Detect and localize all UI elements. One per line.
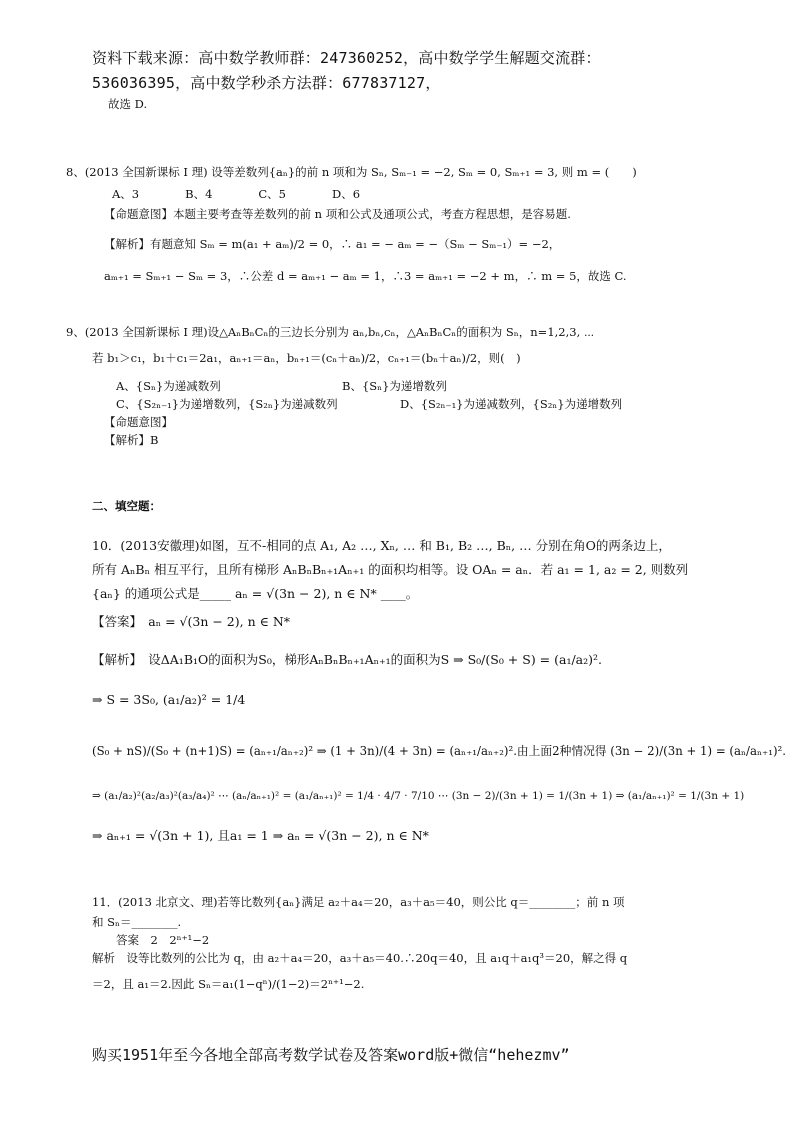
q10-stem-2: 所有 AₙBₙ 相互平行，且所有梯形 AₙBₙBₙ₊₁Aₙ₊₁ 的面积均相等。设 OAₙ = aₙ．若 a₁ = 1, a₂ = 2, 则数列 [92, 562, 689, 577]
footer-ad: 购买1951年至今各地全部高考数学试卷及答案word版+微信“hehezmv” [92, 1046, 570, 1064]
header-line-1: 资料下载来源：高中数学教师群：247360252，高中数学学生解题交流群： [92, 49, 601, 67]
q11-stem-1: 11．(2013 北京文、理)若等比数列{aₙ}满足 a₂＋a₄＝20，a₃＋a₅＝40，则公比 q＝________；前 n 项 [92, 895, 625, 909]
q10-analysis-3: (S₀ + nS)/(S₀ + (n+1)S) = (aₙ₊₁/aₙ₊₂)² ⇒ (1 + 3n)/(4 + 3n) = (aₙ₊₁/aₙ₊₂)².由上面2种情况得 (3n − 2)/(3n + 1) = (aₙ/aₙ₊₁)². [92, 744, 786, 758]
q11-analysis-1: 解析 设等比数列的公比为 q，由 a₂＋a₄＝20，a₃＋a₅＝40.∴20q＝40，且 a₁q＋a₁q³＝20，解之得 q [92, 951, 628, 965]
q9-intent: 【命题意图】 [104, 415, 173, 429]
q9-stem: 9、(2013 全国新课标 Ⅰ 理)设△AₙBₙCₙ的三边长分别为 aₙ,bₙ,cₙ，△AₙBₙCₙ的面积为 Sₙ，n=1,2,3, ⋯ [66, 325, 595, 339]
q8-options: A、3 B、4 C、5 D、6 [112, 187, 361, 201]
q11-stem-2: 和 Sₙ＝________. [92, 915, 182, 929]
q8-stem: 8、(2013 全国新课标 Ⅰ 理) 设等差数列{aₙ}的前 n 项和为 Sₙ, Sₘ₋₁ = −2, Sₘ = 0, Sₘ₊₁ = 3, 则 m = ( ) [66, 165, 637, 179]
q10-stem-1: 10．(2013安徽理)如图，互不-相同的点 A₁, A₂ …, Xₙ, … 和 B₁, B₂ …, Bₙ, … 分别在角O的两条边上， [92, 538, 671, 553]
q11-analysis-2: ＝2，且 a₁＝2.因此 Sₙ＝a₁(1−qⁿ)/(1−2)＝2ⁿ⁺¹−2. [92, 977, 365, 991]
q10-analysis-2: ⇒ S = 3S₀, (a₁/a₂)² = 1/4 [92, 692, 246, 707]
q10-stem-3: {aₙ} 的通项公式是_____ aₙ = √(3n − 2), n ∈ N* ____。 [92, 586, 419, 601]
q9-condition: 若 b₁＞c₁，b₁＋c₁＝2a₁，aₙ₊₁＝aₙ，bₙ₊₁＝(cₙ＋aₙ)/2，cₙ₊₁＝(bₙ＋aₙ)/2，则( ) [92, 351, 521, 365]
q10-analysis-5: ⇒ aₙ₊₁ = √(3n + 1), 且a₁ = 1 ⇒ aₙ = √(3n − 2), n ∈ N* [92, 828, 429, 843]
q9-option-a: A、{Sₙ}为递减数列 [116, 379, 221, 393]
header-line-2: 536036395，高中数学秒杀方法群：677837127， [92, 74, 441, 92]
q8-analysis-2: aₘ₊₁ = Sₘ₊₁ − Sₘ = 3，∴公差 d = aₘ₊₁ − aₘ = 1，∴3 = aₘ₊₁ = −2 + m，∴ m = 5，故选 C. [104, 269, 627, 283]
q10-analysis-1: 【解析】 设ΔA₁B₁O的面积为S₀，梯形AₙBₙBₙ₊₁Aₙ₊₁的面积为S ⇒ S₀/(S₀ + S) = (a₁/a₂)². [92, 652, 602, 667]
q9-option-b: B、{Sₙ}为递增数列 [342, 379, 447, 393]
prev-answer: 故选 D. [108, 97, 148, 111]
q11-answer: 答案 2 2ⁿ⁺¹−2 [116, 933, 210, 947]
q10-analysis-4: ⇒ (a₁/a₂)²(a₂/a₃)²(a₃/a₄)² ⋯ (aₙ/aₙ₊₁)² = (a₁/aₙ₊₁)² = 1/4 · 4/7 · 7/10 ⋯ (3n − 2)/(3n + 1) = 1/(3n + 1) ⇒ (a₁/aₙ₊₁)² = 1/(3n + 1) [92, 790, 745, 802]
q9-option-c: C、{S₂ₙ₋₁}为递增数列，{S₂ₙ}为递减数列 [116, 397, 338, 411]
q10-answer: 【答案】 aₙ = √(3n − 2), n ∈ N* [92, 614, 291, 629]
q9-option-d: D、{S₂ₙ₋₁}为递减数列，{S₂ₙ}为递增数列 [400, 397, 623, 411]
q8-analysis-1: 【解析】有题意知 Sₘ = m(a₁ + aₘ)/2 = 0，∴ a₁ = − aₘ = −（Sₘ − Sₘ₋₁）= −2， [104, 237, 561, 251]
q9-analysis: 【解析】B [104, 433, 159, 447]
q8-intent: 【命题意图】本题主要考查等差数列的前 n 项和公式及通项公式，考查方程思想，是容易题. [104, 207, 571, 221]
section-title: 二、填空题： [92, 499, 161, 513]
